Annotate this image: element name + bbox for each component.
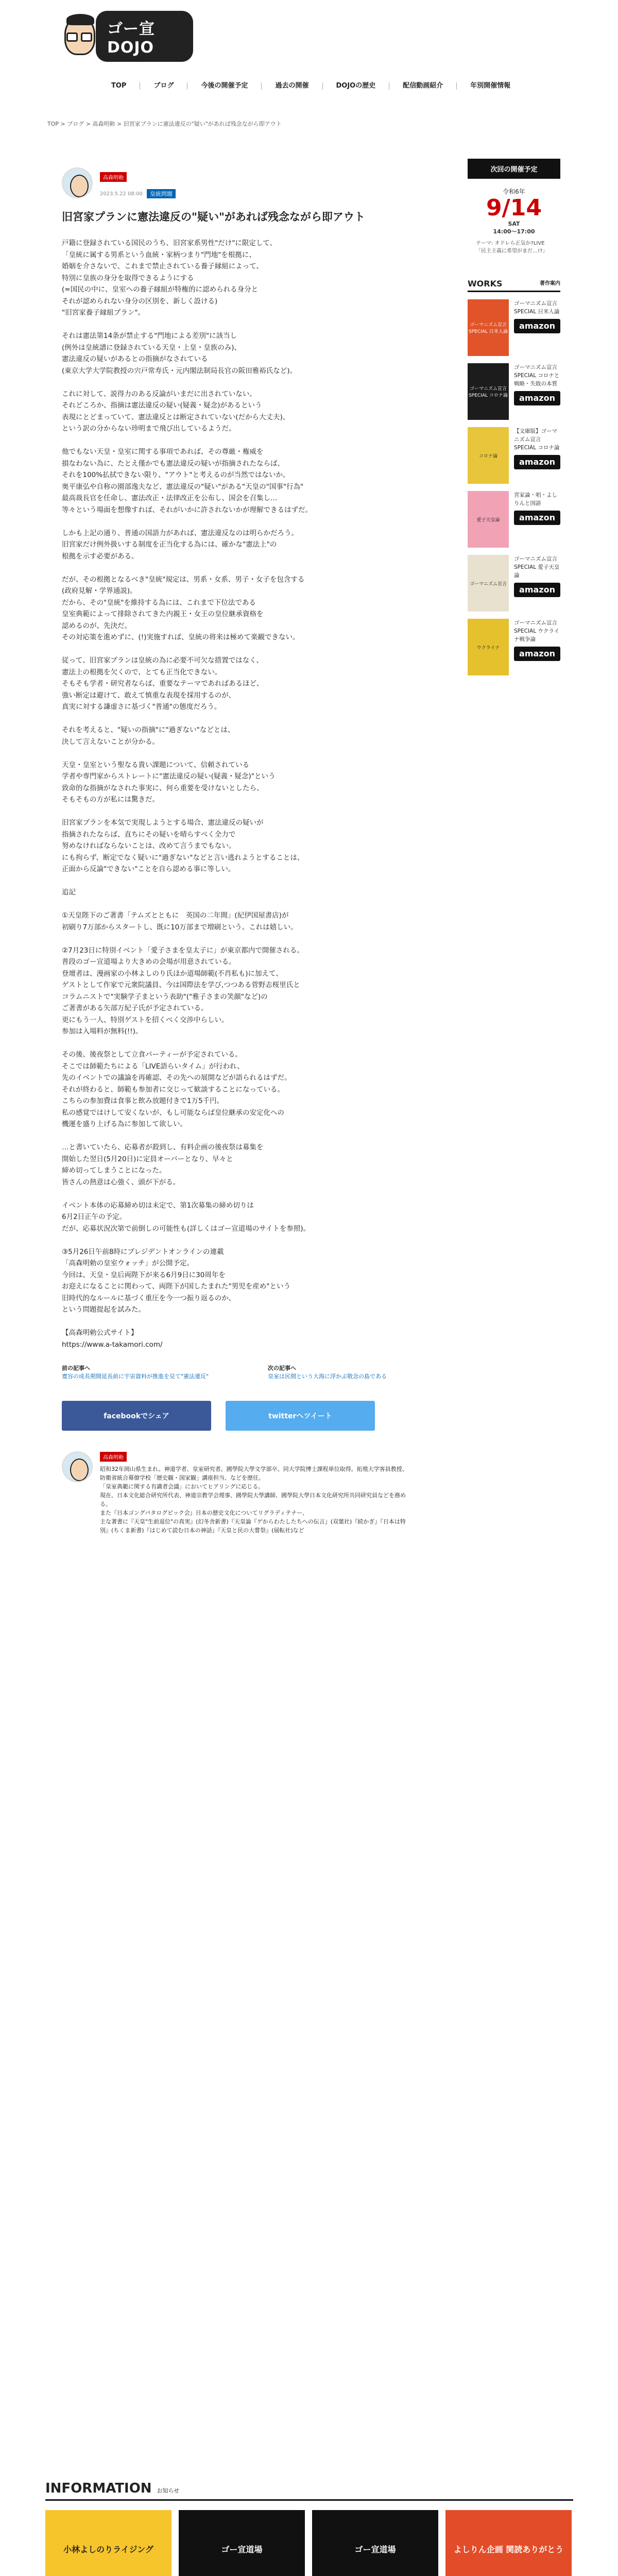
event-date: 9/14 — [486, 195, 542, 221]
next-event-card[interactable] — [468, 179, 560, 264]
information-section — [45, 2481, 573, 2576]
profile-badge[interactable]: 高森明勅 — [100, 1452, 127, 1462]
work-item — [468, 491, 560, 548]
work-item — [468, 619, 560, 675]
amazon-button[interactable]: amazon — [514, 391, 560, 405]
info-banner[interactable]: ゴー宣道場 — [312, 2510, 438, 2576]
amazon-button[interactable]: amazon — [514, 319, 560, 333]
book-cover[interactable]: 愛子天皇論 — [468, 491, 509, 548]
work-info — [509, 299, 560, 356]
work-info — [509, 491, 560, 548]
facebook-share-button[interactable]: facebookでシェア — [62, 1401, 211, 1431]
information-heading: INFORMATION お知らせ — [45, 2481, 573, 2501]
profile-text: 昭和32年岡山県生まれ。神道学者、皇室研究者。國學院大學文学部卒、同大学院博士課程単位取得。拓殖大学客員教授、防衛省統合幕僚学校「歴史観・国家観」講座担当、などを歴任。 「皇室典範に関する有識者会議」においてヒアリングに応じる。 現在、日本文化総合研究所代表、神道宗教学会理事、國學院大學講師、國學院大學日本文化研究所共同研究員などを務める。 また『日本ゴングパタログピック会』日本の歴史文化についてリグラディテナー、 主な著書に『天皇"生前退位"の真実』(幻冬舎新書)『天皇論『ゲからわたしたちへの伝言』(双葉社)『続かぎ』『日本は特別』(ちくま新書)『はじめて読む日本の神話』『天皇と民の大嘗祭』(展転社)など — [100, 1466, 408, 1534]
book-cover[interactable]: ゴーマニズム宣言 — [468, 555, 509, 612]
nav-upcoming[interactable]: 今後の開催予定 — [187, 82, 261, 90]
works-heading — [468, 279, 560, 292]
category-tag[interactable]: 皇統問題 — [147, 189, 176, 198]
post-body: 戸籍に登録されている国民のうち、旧宮家系男性"だけ"に限定して、 「皇統に属する男系という血統・家柄つまり"門地"を根拠に、 婚姻を介さないで、これまで禁止されている養子縁組によって、 特別に皇族の身分を取得できるようにする (=国民の中に、皇室への養子縁組が特権的に認められる身分と それが認められない身分の区別を、新しく設ける) "旧宮家養子縁組プラン"。 それは憲法第14条が禁止する"門地による差別"に該当し (例外は皇統譜に登録されている天皇・上皇・皇族のみ)、 憲法違反の疑いがあるとの指摘がなされている (東京大学大学院教授の宍戸常寿氏・元内閣法制局長官の阪田雅裕氏など)。 これに対して、説得力のある反論がいまだに出されていない。 それどころか、指摘は憲法違反の疑い(疑義・疑念)があるという 表現にとどまっていて、憲法違反とは断定されていない(だから大丈夫)、 という訳の分からない珍明まで飛び出しているようだ。 他でもない天皇・皇室に関する事項であれば、その尊厳・権威を 損なわない為に、たとえ僅かでも憲法違反の疑いが指摘されたならば、 それを100%払拭できない限り、"アウト"と考えるのが当然ではないか。 奥平康弘や自称の園部逸夫など、憲法違反の"疑い"がある"天皇の"国事"行為" 最高裁長官を任命し、憲法改正・法律改正を公布し、国会を召集し… 等々という場面を想像すれば、それがいかに許されないかが理解できるはずだ。 しかも上記の通り、普通の国語力があれば、憲法違反なのは明らかだろう。 旧宮家だけ例外扱いする制度を正当化する為には、確かな"憲法上"の 根拠を示す必要がある。 だが、その根拠となるべき"皇統"規定は、男系・女系、男子・女子を包含する (政府見解・学界通説)。 だから、その"皇統"を維持する為には、これまで下位法である 皇室典範によって排除されてきた内親王・女王の皇位継承資格を 認めるのが、先決だ。 その対応策を進めずに、(!)実施すれば、皇統の将来は極めて楽観できない。 従って、旧宮家プランは皇統の為に必要不可欠な措置ではなく、 憲法上の根拠を欠くので、とても正当化できない。 そもそも学者・研究者ならば、重要なテーマであればあるほど、 強い断定は避けて、敢えて慎重な表現を採用するのが、 真実に対する謙虚さに基づく"普通"の態度だろう。 それを考えると、"疑いの指摘"に"過ぎない"などとは、 決して言えないことが分かる。 天皇・皇室という聖なる貴い課題について、信頼されている 学者や専門家からストレートに"憲法違反の疑い(疑義・疑念)"という 致命的な指摘がなされた事実に、何ら重要を受けないとしたら、 そもそもの方が私には驚きだ。 旧宮家プランを本気で実現しようとする場合、憲法違反の疑いが 指摘されたならば、直ちにその疑いを晴らすべく全力で 努めなければならないことは、改めて言うまでもない。 にも拘らず、断定でなく疑いに"過ぎない"などと言い逃れようとすることは、 正面から反論"できない"ことを自ら認める事に等しい。 追記 ①天皇陛下のご著書「テムズとともに 英国の二年間」(紀伊国屋書店)が 初刷り7万部からスタートし、既に10万部まで増刷という。これは嬉しい。 ②7月23日に特別イベント「愛子さまを皇太子に」が東京都内で開催される。 普段のゴー宣道場より大きめの会場が用意されている。 登壇者は、漫画家の小林よしのり氏ほか道場師範(不肖私も)に加えて、 ゲストとして作家で元衆院議員、今は国際法を学び,つつある菅野志桜里氏と コラムニストで"実験学子まという表助"("雅子さまの笑顔"など)の ご著書がある矢部万紀子氏が予定されている。 更にもう一人、特別ゲストを招くべく交渉中らしい。 参加は入場料が無料(!!)。 その後、後夜祭として立食パーティーが予定されている。 そこでは師範たちによる「LIVE語らいタイム」が行われ、 先のイベントでの議論を再確認、その先への展開などが語られるはずだ。 それが終わると、師範も参加者に交じって歓談することになっている。 こちらの参加費は食事と飲み放題付きで1万5千円。 私の感覚ではけして安くないが、もし可能ならば皇位継承の安定化への 機運を盛り上げる為に参加して欲しい。 …と書いていたら、応募者が殺到し、有料企画の後夜祭は募集を 開始した翌日(5月20日)に定員オーバーとなり、早々と 締め切ってしまうことになった。 皆さんの熱意は心強く、頭が下がる。 イベント本体の応募締め切は未定で、第1次募集の締め切りは 6月2日正午の予定。 だが、応募状況次第で前倒しの可能性も(詳しくはゴー宣道場のサイトを参照)。 ③5月26日午前8時にプレジデントオンラインの連載 「高森明勅の皇室ウォッチ」が公開予定。 今回は、天皇・皇后両陛下が来る6月9日に30周年を お迎えになることに関わって、両陛下が国したまれた"男児を産め"という 旧時代的なルールに基づく重圧を今一つ振り返るのか、 という問題提起を試みた。 【高森明勅公式サイト】 https://www.a-takamori.com/ — [62, 239, 312, 1349]
work-title: ゴーマニズム宣言SPECIAL ウクライナ戦争論 — [514, 620, 560, 642]
sidebar — [468, 159, 560, 675]
works-subtitle: 著作案内 — [540, 281, 560, 286]
prev-link[interactable]: 寛容の成長期間延長前に宇宙資料が推進を見て"憲法違反" — [62, 1373, 209, 1380]
nav-past[interactable]: 過去の開催 — [261, 82, 322, 90]
next-link[interactable]: 皇室は民間という大海に浮かぶ敬念の島である — [268, 1373, 387, 1380]
amazon-button[interactable]: amazon — [514, 511, 560, 525]
amazon-button[interactable]: amazon — [514, 583, 560, 597]
book-cover[interactable]: コロナ論 — [468, 427, 509, 484]
work-item — [468, 555, 560, 612]
event-theme: テーマ: オドレら正気か?LIVE「民主主義に希望がまだ…!?」 — [476, 241, 548, 254]
site-logo[interactable] — [59, 9, 193, 63]
logo-text: ゴー宣DOJO — [96, 11, 193, 62]
next-label: 次の記事へ — [268, 1365, 296, 1371]
logo-face-icon — [59, 12, 94, 61]
work-title: ゴーマニズム宣言SPECIAL 愛子天皇論 — [514, 556, 560, 579]
work-item — [468, 427, 560, 484]
nav-videos[interactable]: 配信動画紹介 — [389, 82, 456, 90]
book-cover[interactable]: ゴーマニズム宣言SPECIAL 日米人論 — [468, 299, 509, 356]
author-badge[interactable]: 高森明勅 — [100, 172, 127, 182]
book-cover[interactable]: ゴーマニズム宣言SPECIAL コロナ論 — [468, 363, 509, 420]
header — [0, 0, 618, 70]
work-item — [468, 299, 560, 356]
event-era: 令和6年 — [503, 188, 525, 195]
author-avatar — [62, 167, 93, 198]
work-item — [468, 363, 560, 420]
work-title: 宮家論・唱・よしりんと国語 — [514, 492, 557, 506]
share-buttons — [62, 1401, 453, 1431]
banner-row — [45, 2510, 573, 2576]
work-info — [509, 555, 560, 612]
nav-yearly[interactable]: 年別開催情報 — [456, 82, 524, 90]
info-banner[interactable]: ゴー宣道場 — [179, 2510, 305, 2576]
nav-top[interactable]: TOP — [111, 82, 127, 90]
work-title: ゴーマニズム宣言SPECIAL 日米人論 — [514, 300, 560, 315]
work-title: ゴーマニズム宣言SPECIAL コロナと戦略・失敗の本質 — [514, 364, 560, 387]
twitter-share-button[interactable]: twitterへツイート — [226, 1401, 375, 1431]
next-event-title: 次回の開催予定 — [468, 159, 560, 179]
works-list — [468, 299, 560, 675]
amazon-button[interactable]: amazon — [514, 455, 560, 469]
book-cover[interactable]: ウクライナ — [468, 619, 509, 675]
work-info — [509, 427, 560, 484]
post-date: 2023.5.22 08:00 — [100, 191, 143, 197]
work-info — [509, 363, 560, 420]
nav-blog[interactable]: ブログ — [140, 82, 187, 90]
nav-history[interactable]: DOJOの歴史 — [322, 82, 389, 90]
event-time: 14:00〜17:00 — [493, 228, 535, 235]
main-nav — [98, 82, 524, 90]
work-title: 【文庫版】ゴーマニズム宣言SPECIAL コロナ論 — [514, 428, 560, 451]
post-pager — [62, 1364, 453, 1380]
article — [62, 167, 453, 1535]
info-banner[interactable]: よしりん企画 関読ありがとう — [445, 2510, 572, 2576]
work-info — [509, 619, 560, 675]
post-title: 旧宮家プランに憲法違反の"疑い"があれば残念ながら即アウト — [62, 211, 365, 223]
profile-avatar — [62, 1451, 93, 1482]
event-day: SAT — [508, 221, 520, 227]
info-banner[interactable]: 小林よしのりライジング — [45, 2510, 171, 2576]
amazon-button[interactable]: amazon — [514, 647, 560, 661]
prev-label: 前の記事へ — [62, 1365, 90, 1371]
works-title: WORKS — [468, 279, 503, 289]
author-profile — [62, 1451, 453, 1535]
breadcrumb: TOP > ブログ > 高森明勅 > 旧宮家プランに憲法違反の"疑い"があれば残念ながら即アウト — [47, 121, 282, 127]
